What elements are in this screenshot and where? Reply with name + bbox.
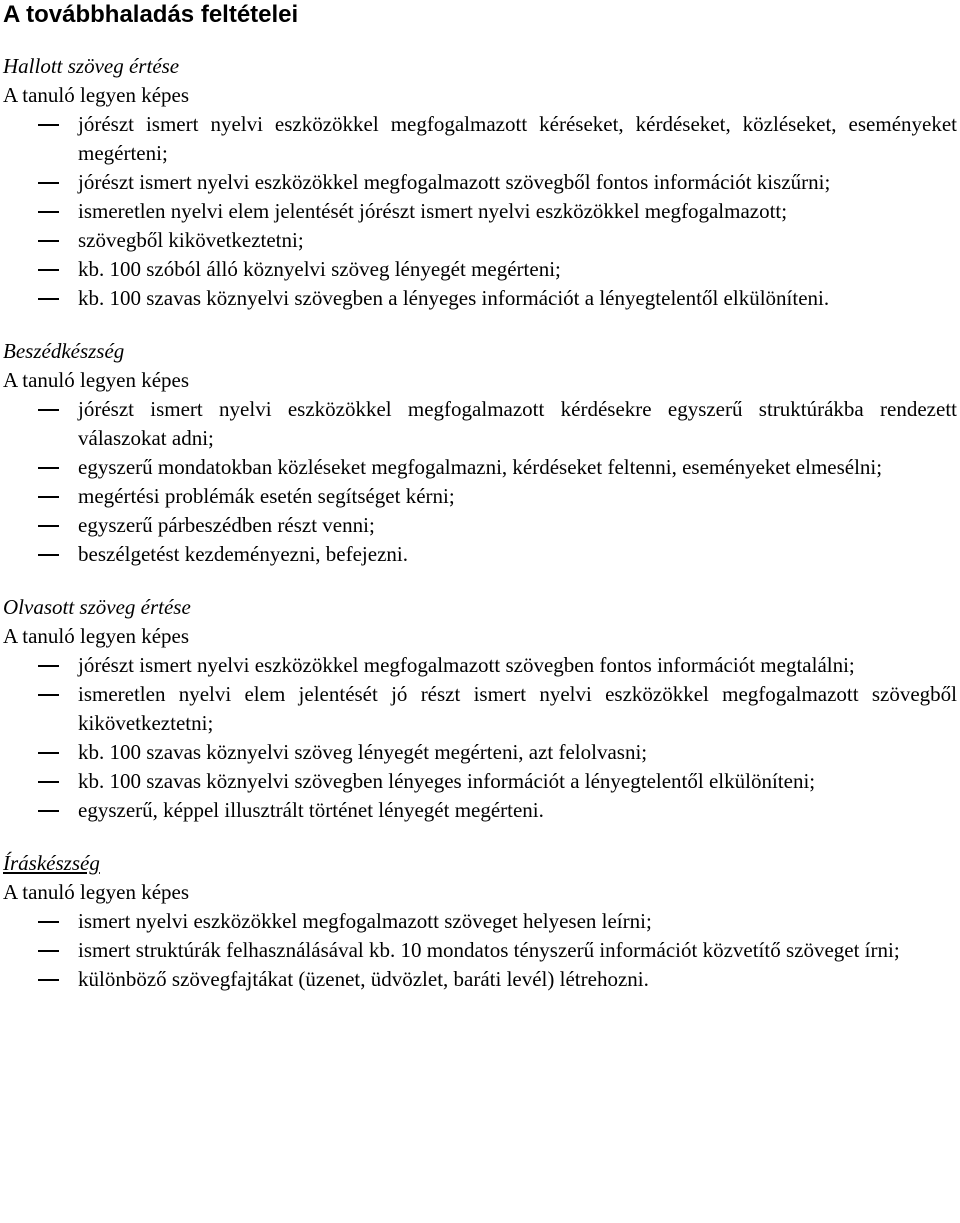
dash-bullet-icon <box>38 182 59 184</box>
list-item-text: szövegből kikövetkeztetni; <box>78 228 304 252</box>
list-item <box>3 453 957 482</box>
requirement-list <box>3 907 957 994</box>
list-item <box>3 255 957 284</box>
dash-bullet-icon <box>38 269 59 271</box>
list-item-text: kb. 100 szavas köznyelvi szöveg lényegét megérteni, azt felolvasni; <box>78 740 648 764</box>
dash-bullet-icon <box>38 496 59 498</box>
list-item <box>3 110 957 168</box>
list-item-text: ismeretlen nyelvi elem jelentését jórészt ismert nyelvi eszközökkel megfogalmazott; <box>78 199 788 223</box>
list-item <box>3 168 957 197</box>
list-item-text: megértési problémák esetén segítséget kérni; <box>78 484 455 508</box>
list-item-text: jórészt ismert nyelvi eszközökkel megfogalmazott szövegben fontos információt megtalálni; <box>78 653 855 677</box>
dash-bullet-icon <box>38 665 59 667</box>
list-item <box>3 767 957 796</box>
section-intro: A tanuló legyen képes <box>3 624 190 648</box>
list-item <box>3 936 957 965</box>
list-item <box>3 197 957 226</box>
list-item-text: ismert struktúrák felhasználásával kb. 10 mondatos tényszerű információt közvetítő szöveget írni; <box>78 938 900 962</box>
list-item <box>3 907 957 936</box>
list-item-text: különböző szövegfajtákat (üzenet, üdvözlet, baráti levél) létrehozni. <box>78 967 649 991</box>
list-item-text: kb. 100 szavas köznyelvi szövegben a lényeges információt a lényegtelentől elkülöníteni. <box>78 286 830 310</box>
list-item <box>3 284 957 313</box>
list-item <box>3 965 957 994</box>
section-beszedkeszseg <box>3 337 957 569</box>
dash-bullet-icon <box>38 781 59 783</box>
dash-bullet-icon <box>38 124 59 126</box>
dash-bullet-icon <box>38 467 59 469</box>
list-item <box>3 651 957 680</box>
list-item <box>3 738 957 767</box>
dash-bullet-icon <box>38 921 59 923</box>
list-item-text: jórészt ismert nyelvi eszközökkel megfogalmazott szövegből fontos információt kiszűrni; <box>78 170 831 194</box>
dash-bullet-icon <box>38 211 59 213</box>
section-heading: Íráskészség <box>3 851 100 875</box>
dash-bullet-icon <box>38 752 59 754</box>
list-item-text: ismeretlen nyelvi elem jelentését jó részt ismert nyelvi eszközökkel megfogalmazott szövegből kikövetkeztetni; <box>78 682 957 735</box>
list-item-text: egyszerű párbeszédben részt venni; <box>78 513 375 537</box>
dash-bullet-icon <box>38 298 59 300</box>
list-item-text: egyszerű, képpel illusztrált történet lényegét megérteni. <box>78 798 544 822</box>
list-item-text: kb. 100 szavas köznyelvi szövegben lényeges információt a lényegtelentől elkülöníteni; <box>78 769 816 793</box>
requirement-list <box>3 395 957 569</box>
list-item-text: jórészt ismert nyelvi eszközökkel megfogalmazott kérdésekre egyszerű struktúrákba rendezett válaszokat adni; <box>78 397 957 450</box>
section-heading: Beszédkészség <box>3 339 125 363</box>
dash-bullet-icon <box>38 525 59 527</box>
list-item-text: ismert nyelvi eszközökkel megfogalmazott szöveget helyesen leírni; <box>78 909 652 933</box>
list-item <box>3 482 957 511</box>
dash-bullet-icon <box>38 810 59 812</box>
list-item <box>3 226 957 255</box>
dash-bullet-icon <box>38 694 59 696</box>
list-item <box>3 540 957 569</box>
dash-bullet-icon <box>38 554 59 556</box>
section-intro: A tanuló legyen képes <box>3 880 190 904</box>
dash-bullet-icon <box>38 950 59 952</box>
section-iraskeszseg <box>3 849 957 994</box>
list-item-text: beszélgetést kezdeményezni, befejezni. <box>78 542 408 566</box>
dash-bullet-icon <box>38 240 59 242</box>
dash-bullet-icon <box>38 409 59 411</box>
list-item-text: egyszerű mondatokban közléseket megfogalmazni, kérdéseket feltenni, eseményeket elmesélni; <box>78 455 883 479</box>
section-olvasott-szoveg-ertese <box>3 593 957 825</box>
list-item <box>3 395 957 453</box>
requirement-list <box>3 110 957 313</box>
list-item <box>3 796 957 825</box>
list-item-text: kb. 100 szóból álló köznyelvi szöveg lényegét megérteni; <box>78 257 561 281</box>
section-intro: A tanuló legyen képes <box>3 368 190 392</box>
requirement-list <box>3 651 957 825</box>
section-intro: A tanuló legyen képes <box>3 83 190 107</box>
section-heading: Hallott szöveg értése <box>3 54 180 78</box>
list-item <box>3 511 957 540</box>
list-item <box>3 680 957 738</box>
list-item-text: jórészt ismert nyelvi eszközökkel megfogalmazott kéréseket, kérdéseket, közléseket, eseményeket megérteni; <box>78 112 957 165</box>
section-hallott-szoveg-ertese <box>3 52 957 313</box>
section-heading: Olvasott szöveg értése <box>3 595 191 619</box>
page-title: A továbbhaladás feltételei <box>3 1 299 28</box>
dash-bullet-icon <box>38 979 59 981</box>
